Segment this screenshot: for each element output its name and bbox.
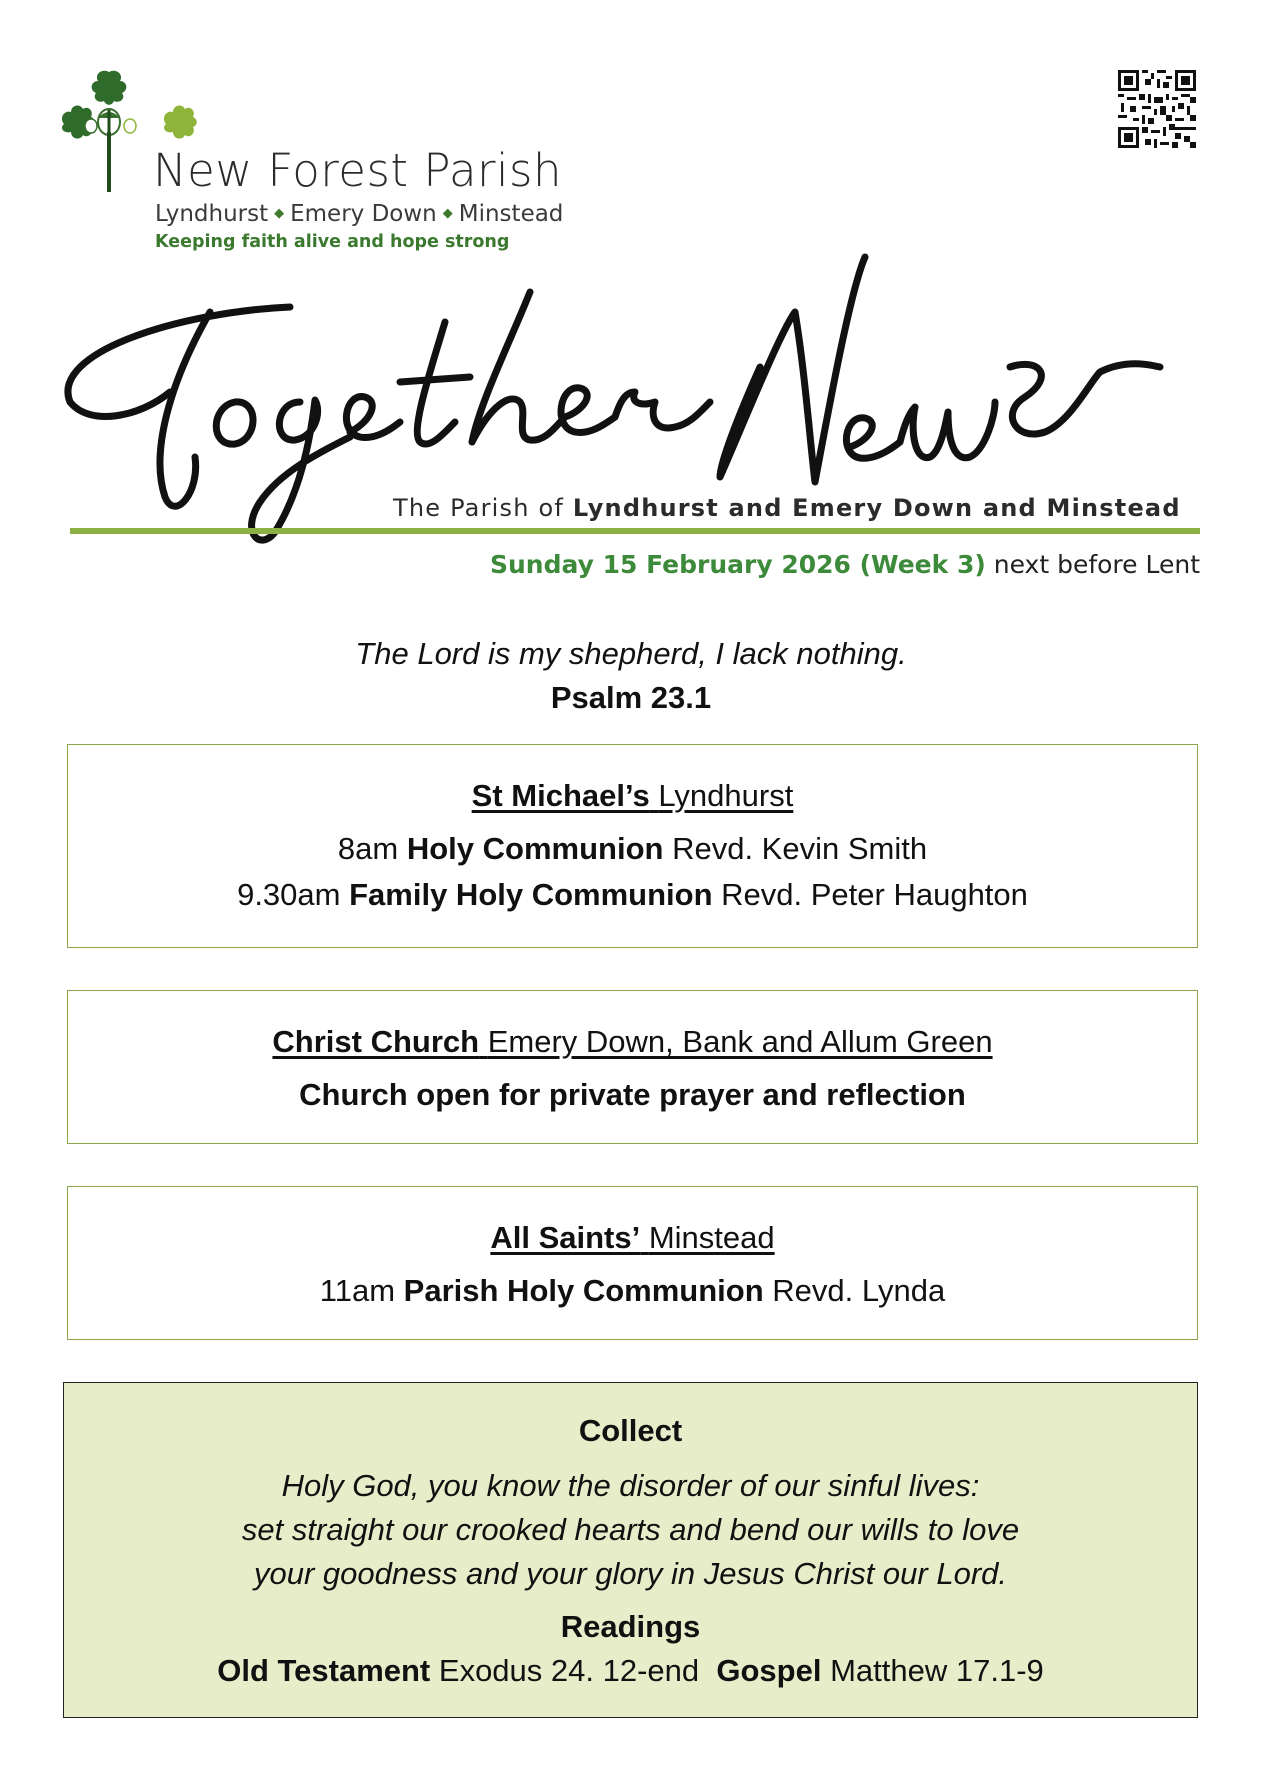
service-minister: Revd. Kevin Smith xyxy=(672,831,928,866)
collect-line: set straight our crooked hearts and bend our wills to love xyxy=(241,1512,1020,1547)
church-note: Church open for private prayer and reflection xyxy=(299,1077,966,1112)
readings-heading: Readings xyxy=(560,1609,701,1644)
organisation-places xyxy=(155,203,563,226)
church-place: Lyndhurst xyxy=(658,778,794,813)
service-box-all-saints xyxy=(67,1186,1198,1340)
church-place: Minstead xyxy=(648,1220,775,1255)
place-emery-down: Emery Down xyxy=(290,201,437,227)
service-time: 8am xyxy=(337,831,399,866)
masthead-subtitle-parishes: Lyndhurst and Emery Down and Minstead xyxy=(572,494,1181,522)
collect-line: your goodness and your glory in Jesus Christ our Lord. xyxy=(253,1556,1007,1591)
masthead-subtitle xyxy=(393,496,1181,520)
church-name: All Saints’ xyxy=(490,1220,641,1255)
service-name: Parish Holy Communion xyxy=(403,1273,764,1308)
collect-box xyxy=(63,1382,1198,1718)
organisation-name: New Forest Parish xyxy=(153,144,563,197)
church-heading xyxy=(68,1026,1197,1057)
organisation-tagline: Keeping faith alive and hope strong xyxy=(155,232,510,252)
service-name: Family Holy Communion xyxy=(349,877,713,912)
church-place: Emery Down, Bank and Allum Green xyxy=(487,1024,993,1059)
church-heading xyxy=(68,780,1197,811)
service-box-christ-church xyxy=(67,990,1198,1144)
date-line xyxy=(490,552,1200,577)
service-line xyxy=(68,1275,1197,1306)
gospel-label: Gospel xyxy=(716,1653,822,1688)
service-name: Holy Communion xyxy=(406,831,664,866)
diamond-bullet-icon: ◆ xyxy=(274,206,285,221)
masthead-subtitle-prefix: The Parish of xyxy=(393,494,564,522)
church-heading xyxy=(68,1222,1197,1253)
date-suffix: next before Lent xyxy=(993,550,1200,579)
service-time: 9.30am xyxy=(237,877,341,912)
service-line xyxy=(68,833,1197,864)
collect-line: Holy God, you know the disorder of our sinful lives: xyxy=(281,1468,980,1503)
old-testament-reading: Exodus 24. 12-end xyxy=(438,1653,700,1688)
old-testament-label: Old Testament xyxy=(217,1653,431,1688)
readings-line xyxy=(64,1655,1197,1686)
date-highlight: Sunday 15 February 2026 (Week 3) xyxy=(490,550,986,579)
verse-reference: Psalm 23.1 xyxy=(550,680,712,715)
service-minister: Revd. Peter Haughton xyxy=(721,877,1028,912)
service-line xyxy=(68,879,1197,910)
place-minstead: Minstead xyxy=(458,201,564,227)
service-box-st-michaels xyxy=(67,744,1198,948)
church-name: Christ Church xyxy=(272,1024,480,1059)
collect-heading: Collect xyxy=(578,1413,683,1448)
church-name: St Michael’s xyxy=(471,778,650,813)
masthead-rule xyxy=(70,528,1200,534)
gospel-reading: Matthew 17.1-9 xyxy=(830,1653,1044,1688)
place-lyndhurst: Lyndhurst xyxy=(155,201,269,227)
service-minister: Revd. Lynda xyxy=(772,1273,946,1308)
diamond-bullet-icon: ◆ xyxy=(442,206,453,221)
verse-text: The Lord is my shepherd, I lack nothing. xyxy=(355,636,907,671)
service-time: 11am xyxy=(319,1273,396,1308)
qr-code-icon xyxy=(1118,70,1196,148)
